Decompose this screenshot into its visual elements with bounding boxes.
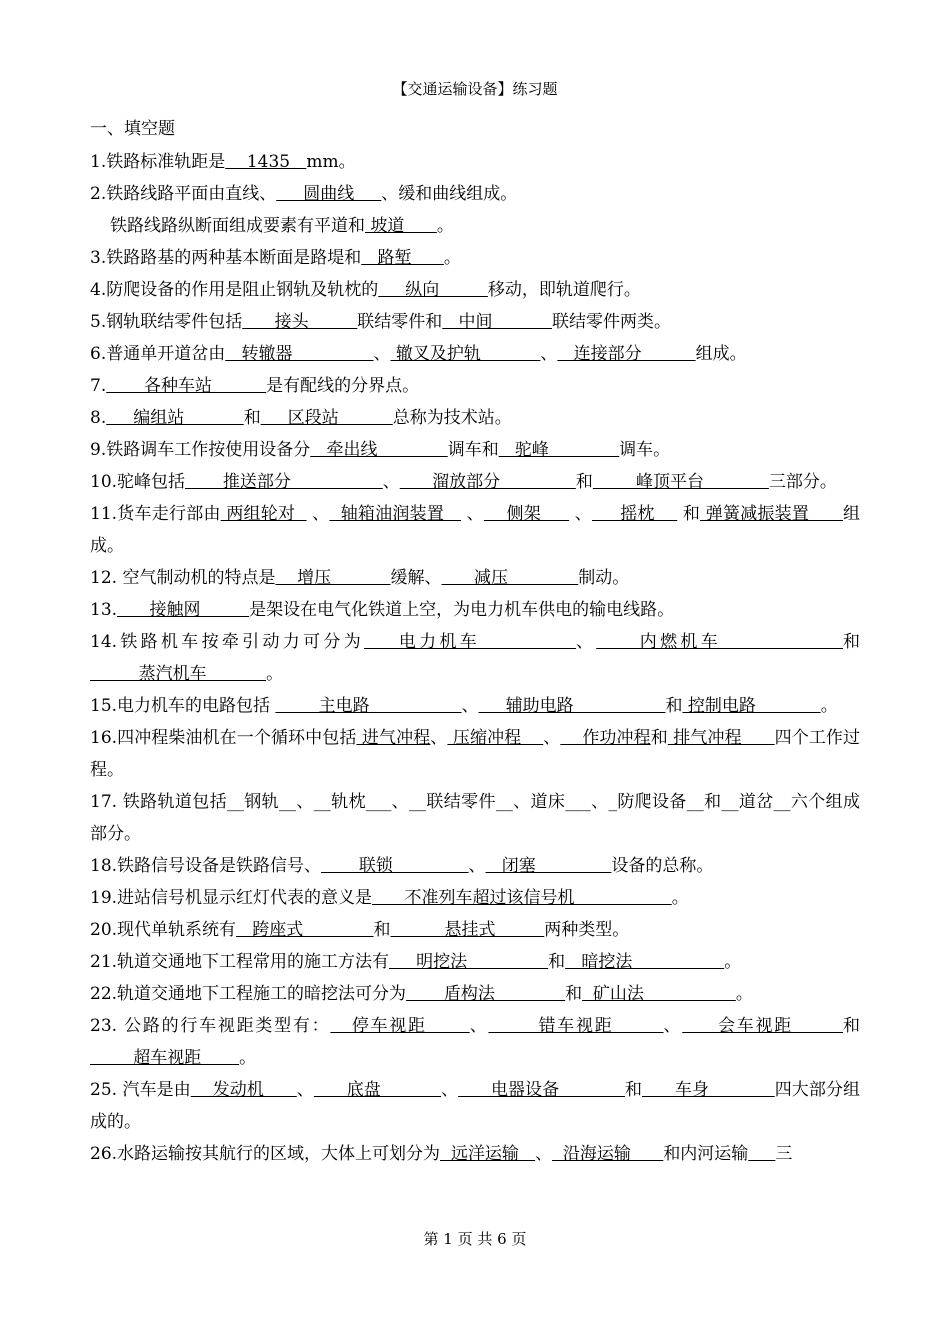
question-text: 、 <box>306 504 330 524</box>
answer-blank: 峰顶平台 <box>592 472 769 492</box>
page-footer: 第 1 页 共 6 页 <box>423 1230 527 1248</box>
question-text: 和 <box>548 952 566 972</box>
answer-blank: 辙叉及护轨 <box>390 344 541 364</box>
question-text: 、 <box>569 504 592 524</box>
question-item <box>90 146 860 178</box>
question-text: 、 <box>468 856 486 876</box>
answer-blank: 各种车站 <box>106 376 267 396</box>
question-text: 、 <box>535 1144 553 1164</box>
answer-blank: 纵向 <box>378 280 488 300</box>
question-item <box>90 978 860 1010</box>
question-text: 12. 空气制动机的特点是 <box>90 568 276 588</box>
question-text: 三 <box>775 1144 793 1164</box>
answer-blank: 路堑 <box>361 248 444 268</box>
answer-blank: 沿海运输 <box>552 1144 664 1164</box>
answer-blank: 减压 <box>441 568 579 588</box>
question-text: 、 <box>382 472 400 492</box>
question-text: 和 <box>575 472 593 492</box>
answer-blank: 中间 <box>442 312 552 332</box>
question-item <box>90 338 860 370</box>
question-text: 和 <box>373 920 391 940</box>
answer-blank: 停车视距 <box>330 1016 470 1036</box>
question-text: 11.货车走行部由 <box>90 504 221 524</box>
answer-blank: 底盘 <box>313 1080 442 1100</box>
question-text: 、 <box>469 1016 489 1036</box>
answer-blank: 增压 <box>275 568 391 588</box>
question-item <box>90 1138 860 1170</box>
question-text: 、 <box>373 344 391 364</box>
question-item <box>90 1010 860 1074</box>
question-item <box>90 210 860 242</box>
answer-blank: 跨座式 <box>236 920 374 940</box>
answer-blank: 会车视距 <box>682 1016 843 1036</box>
answer-blank: 错车视距 <box>488 1016 664 1036</box>
question-text: 和 <box>665 696 683 716</box>
question-text: 3.铁路路基的两种基本断面是路堤和 <box>90 248 362 268</box>
question-text: 、 <box>540 344 558 364</box>
answer-blank: 不准列车超过该信号机 <box>372 888 672 908</box>
answer-blank: 转辙器 <box>225 344 374 364</box>
question-text: 22.轨道交通地下工程施工的暗挖法可分为 <box>90 984 407 1004</box>
answer-blank: 排气冲程 <box>667 728 775 748</box>
answer-blank: 弹簧减振装置 <box>700 504 843 524</box>
question-text: 。 <box>266 664 284 684</box>
question-text: 两种类型。 <box>544 920 630 940</box>
answer-blank: 侧架 <box>483 504 570 524</box>
question-text: 。 <box>735 984 753 1004</box>
answer-blank: 溜放部分 <box>399 472 576 492</box>
question-text: 18.铁路信号设备是铁路信号、 <box>90 856 322 876</box>
question-text: 26.水路运输按其航行的区域，大体上可划分为 <box>90 1144 441 1164</box>
question-text: 四个工作过程。 <box>90 728 861 780</box>
question-text: 。 <box>671 888 689 908</box>
answer-blank: 推送部分 <box>185 472 383 492</box>
question-item <box>90 882 860 914</box>
question-text: 23. 公路的行车视距类型有： <box>90 1016 331 1036</box>
question-item <box>90 306 860 338</box>
question-text: 8. <box>90 408 107 428</box>
answer-blank: 远洋运输 <box>440 1144 536 1164</box>
question-text: 、 <box>441 1080 459 1100</box>
answer-blank: 接头 <box>242 312 358 332</box>
question-text: 总称为技术站。 <box>392 408 512 428</box>
answer-blank: 牵出线 <box>310 440 448 460</box>
question-text: 、缓和曲线组成。 <box>381 184 518 204</box>
answer-blank: 1435 <box>225 152 307 172</box>
question-text: 设备的总称。 <box>611 856 714 876</box>
answer-blank: 接触网 <box>117 600 250 620</box>
answer-blank: 坡道 <box>365 216 437 236</box>
question-text: 、 <box>461 696 479 716</box>
question-text: 联结零件两类。 <box>551 312 671 332</box>
question-item <box>90 178 860 210</box>
answer-blank: 控制电路 <box>682 696 821 716</box>
question-text: 1.铁路标准轨距是 <box>90 152 226 172</box>
question-text: 制动。 <box>578 568 630 588</box>
question-text: 、 <box>575 632 597 652</box>
answer-blank: 矿山法 <box>582 984 736 1004</box>
question-item <box>90 274 860 306</box>
answer-blank: 超车视距 <box>90 1048 240 1068</box>
question-text: 和 <box>624 1080 643 1100</box>
question-text: 组成。 <box>695 344 747 364</box>
question-item <box>90 786 860 850</box>
answer-blank: 暗挖法 <box>565 952 725 972</box>
answer-blank: 圆曲线 <box>276 184 382 204</box>
answer-blank: 闭塞 <box>485 856 612 876</box>
question-text: 联结零件和 <box>357 312 443 332</box>
question-text: 和 <box>843 632 860 652</box>
answer-blank: 明挖法 <box>389 952 549 972</box>
question-item <box>90 594 860 626</box>
question-text: 调车和 <box>447 440 499 460</box>
answer-blank: 内燃机车 <box>596 632 843 652</box>
question-text: 9.铁路调车工作按使用设备分 <box>90 440 311 460</box>
question-text: 移动，即轨道爬行。 <box>487 280 641 300</box>
question-text: 调车。 <box>619 440 671 460</box>
question-item <box>90 722 860 786</box>
answer-blank: 盾构法 <box>406 984 566 1004</box>
question-item <box>90 498 860 562</box>
answer-blank: 进气冲程 <box>356 728 431 748</box>
question-item <box>90 914 860 946</box>
question-text: 15.电力机车的电路包括 <box>90 696 276 716</box>
answer-blank: 轴箱油润装置 <box>329 504 462 524</box>
question-text: 、 <box>430 728 448 748</box>
answer-blank: 车身 <box>642 1080 775 1100</box>
question-text: 14.铁路机车按牵引动力可分为 <box>90 632 365 652</box>
page-title: 【交通运输设备】练习题 <box>392 80 558 98</box>
question-list <box>90 146 860 1170</box>
question-text: 和 <box>243 408 261 428</box>
answer-blank: 电力机车 <box>364 632 576 652</box>
question-text: 7. <box>90 376 107 396</box>
question-text: 。 <box>724 952 742 972</box>
answer-blank: 辅助电路 <box>478 696 666 716</box>
answer-blank: 发动机 <box>190 1080 297 1100</box>
question-text: 6.普通单开道岔由 <box>90 344 226 364</box>
question-text: 4.防爬设备的作用是阻止钢轨及轨枕的 <box>90 280 379 300</box>
question-text: 和 <box>843 1016 860 1036</box>
question-item <box>90 626 860 690</box>
question-text: 组成。 <box>90 504 860 556</box>
question-text: 是架设在电气化铁道上空，为电力机车供电的输电线路。 <box>249 600 675 620</box>
question-text: 缓解、 <box>390 568 442 588</box>
answer-blank: 压缩冲程 <box>447 728 544 748</box>
answer-blank: 编组站 <box>106 408 244 428</box>
question-text: 、 <box>296 1080 314 1100</box>
question-text: 。 <box>436 216 454 236</box>
question-text: 、 <box>663 1016 683 1036</box>
question-text: 、 <box>543 728 561 748</box>
answer-blank: 区段站 <box>260 408 393 428</box>
question-text: 16.四冲程柴油机在一个循环中包括 <box>90 728 357 748</box>
question-text: 和内河运输 <box>663 1144 749 1164</box>
question-text: 13. <box>90 600 118 620</box>
question-text: 和 <box>650 728 668 748</box>
section-heading: 一、填空题 <box>90 119 175 139</box>
answer-blank: 蒸汽机车 <box>90 664 267 684</box>
answer-blank: 摇枕 <box>592 504 678 524</box>
question-text: 、 <box>461 504 484 524</box>
question-item <box>90 946 860 978</box>
question-text: 20.现代单轨系统有 <box>90 920 237 940</box>
answer-blank: 两组轮对 <box>220 504 307 524</box>
answer-blank: 连接部分 <box>557 344 696 364</box>
question-item <box>90 1074 860 1138</box>
question-text: 是有配线的分界点。 <box>266 376 420 396</box>
question-item <box>90 402 860 434</box>
question-item <box>90 690 860 722</box>
question-text: 17. 铁路轨道包括__钢轨__、__轨枕___、__联结零件__、道床___、_防爬设备__和__道岔__六个组成部分。 <box>90 792 860 844</box>
answer-blank: 主电路 <box>275 696 462 716</box>
question-item <box>90 370 860 402</box>
answer-blank: 作功冲程 <box>560 728 651 748</box>
question-text: 四大部分组成的。 <box>90 1080 861 1132</box>
question-text: 。 <box>443 248 461 268</box>
answer-blank <box>748 1144 775 1164</box>
answer-blank: 电器设备 <box>458 1080 625 1100</box>
question-text: 2.铁路线路平面由直线、 <box>90 184 277 204</box>
question-text: 。 <box>820 696 838 716</box>
question-text: 21.轨道交通地下工程常用的施工方法有 <box>90 952 390 972</box>
question-item <box>90 850 860 882</box>
question-item <box>90 466 860 498</box>
question-text: 铁路线路纵断面组成要素有平道和 <box>110 216 365 236</box>
question-text: 19.进站信号机显示红灯代表的意义是 <box>90 888 373 908</box>
question-item <box>90 562 860 594</box>
question-text: 和 <box>565 984 583 1004</box>
question-text: 10.驼峰包括 <box>90 472 186 492</box>
question-text: 和 <box>677 504 701 524</box>
answer-blank: 联锁 <box>321 856 469 876</box>
question-item <box>90 434 860 466</box>
question-text: 25. 汽车是由 <box>90 1080 191 1100</box>
question-text: 5.钢轨联结零件包括 <box>90 312 243 332</box>
answer-blank: 驼峰 <box>498 440 620 460</box>
question-text: mm。 <box>306 152 356 172</box>
answer-blank: 悬挂式 <box>390 920 545 940</box>
question-text: 。 <box>239 1048 257 1068</box>
question-item <box>90 242 860 274</box>
question-text: 三部分。 <box>768 472 837 492</box>
